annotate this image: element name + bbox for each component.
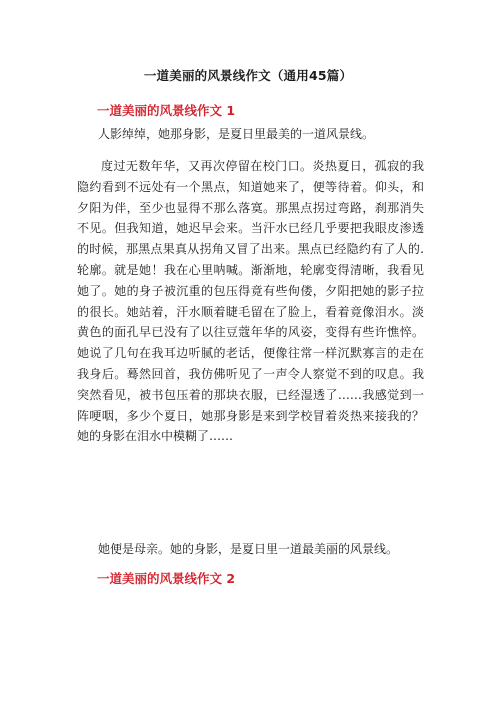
document-title: 一道美丽的风景线作文（通用45篇） (143, 68, 353, 83)
section-1-closing: 她便是母亲。她的身影，是夏日里一道最美丽的风景线。 (98, 542, 399, 556)
section-heading-2: 一道美丽的风景线作文 2 (97, 571, 236, 586)
section-heading-1: 一道美丽的风景线作文 1 (97, 103, 236, 118)
section-1-body: 度过无数年华，又再次停留在校门口。炎热夏日，孤寂的我隐约看到不远处有一个黑点，知道她来了，便等待着。仰头，和夕阳为伴，至少也显得不那么落寞。那黑点拐过弯路，刹那消失不见。但我知道，她迟早会来。当汗水已经几乎要把我眼皮渗透的时候，那黑点果真从拐角又冒了出来。黑点已经隐约有了人的.轮廓。就是她！我在心里呐喊。渐渐地，轮廓变得清晰，我看见她了。她的身子被沉重的包压得竟有些佝偻，夕阳把她的影子拉的很长。她站着，汗水顺着睫毛留在了脸上，看着竟像泪水。淡黄色的面孔早已没有了以往豆蔻年华的风姿，变得有些许憔悴。她说了几句在我耳边听腻的老话，便像往常一样沉默寡言的走在我身后。蓦然回首，我仿佛听见了一声令人察觉不到的叹息。我突然看见，被书包压着的那块衣服，已经湿透了……我感觉到一阵哽咽，多少个夏日，她那身影是来到学校冒着炎热来接我的？她的身影在泪水中模糊了…… (77, 159, 424, 444)
section-1-opening: 人影绰绰，她那身影，是夏日里最美的一道风景线。 (98, 127, 375, 141)
